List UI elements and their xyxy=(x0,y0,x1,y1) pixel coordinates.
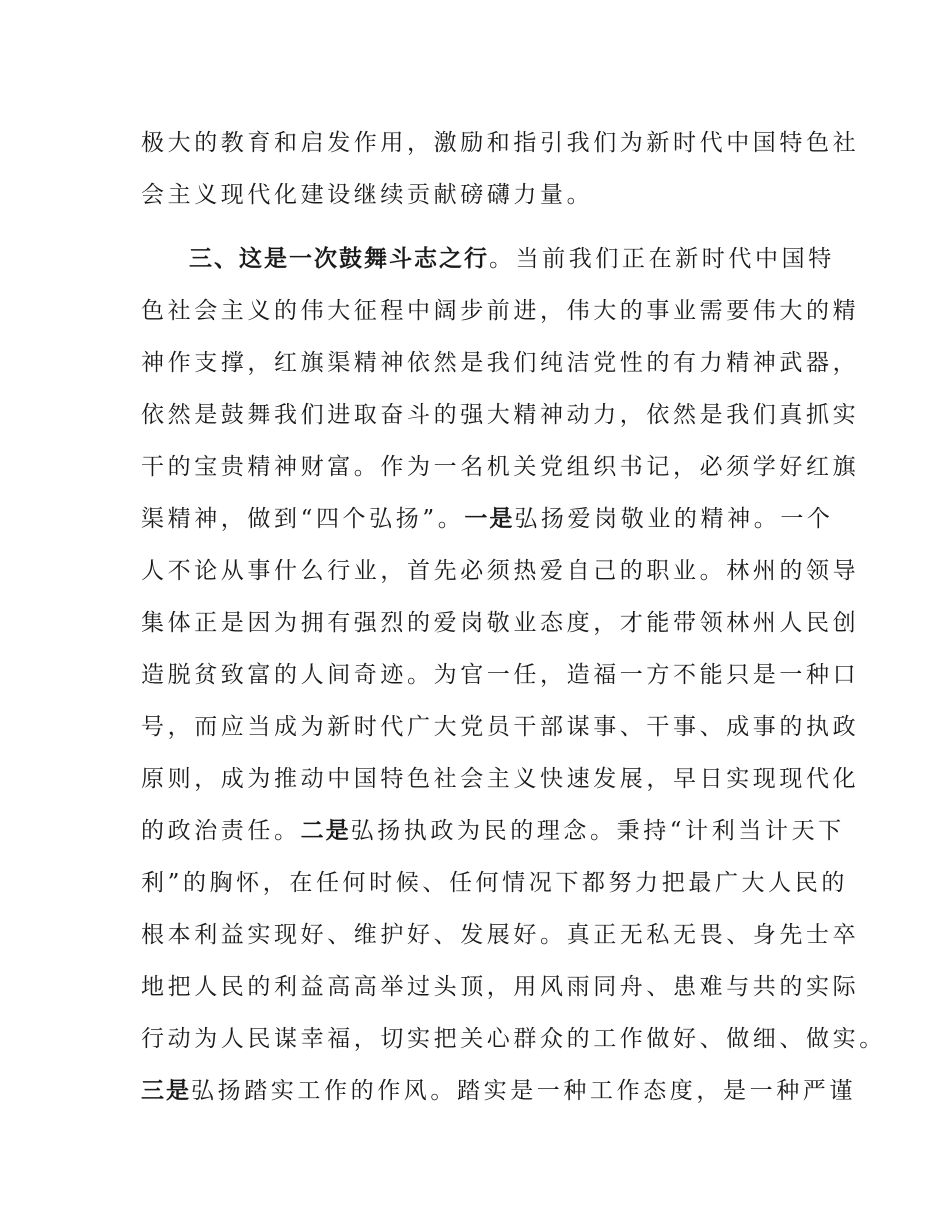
paragraph-2 xyxy=(141,233,886,1117)
text-line: 造脱贫致富的人间奇迹。为官一任，造福一方不能只是一种口 xyxy=(141,662,860,688)
point-label-1: 一是 xyxy=(464,506,515,532)
text-run: 弘扬执政为民的理念。秉持“计利当计天下 xyxy=(350,818,845,844)
text-line: 会主义现代化建设继续贡献磅礴力量。 xyxy=(141,182,594,208)
point-label-3: 三是 xyxy=(141,1078,191,1104)
text-line xyxy=(141,805,845,857)
text-line: 利”的胸怀，在任何时候、任何情况下都努力把最广大人民的 xyxy=(141,870,848,896)
text-line: 行动为人民谋幸福，切实把关心群众的工作做好、做细、做实。 xyxy=(141,1026,886,1052)
section-heading: 三、这是一次鼓舞斗志之行 xyxy=(189,246,489,272)
text-line: 集体正是因为拥有强烈的爱岗敬业态度，才能带领林州人民创 xyxy=(141,610,860,636)
text-line: 原则，成为推动中国特色社会主义快速发展，早日实现现代化 xyxy=(141,766,860,792)
text-line: 干的宝贵精神财富。作为一名机关党组织书记，必须学好红旗 xyxy=(141,454,860,480)
text-line: 号，而应当成为新时代广大党员干部谋事、干事、成事的执政 xyxy=(141,714,860,740)
text-line: 极大的教育和启发作用，激励和指引我们为新时代中国特色社 xyxy=(141,130,860,156)
text-line xyxy=(141,1065,856,1117)
text-line: 神作支撑，红旗渠精神依然是我们纯洁党性的有力精神武器， xyxy=(141,350,860,376)
text-run: 渠精神，做到“四个弘扬”。 xyxy=(141,506,465,532)
text-line: 地把人民的利益高高举过头顶，用风雨同舟、患难与共的实际 xyxy=(141,974,860,1000)
text-line: 色社会主义的伟大征程中阔步前进，伟大的事业需要伟大的精 xyxy=(141,298,860,324)
point-label-2: 二是 xyxy=(300,818,351,844)
text-line xyxy=(141,493,841,545)
text-line: 根本利益实现好、维护好、发展好。真正无私无畏、身先士卒 xyxy=(141,922,860,948)
text-line: 人不论从事什么行业，首先必须热爱自己的职业。林州的领导 xyxy=(141,558,860,584)
text-line xyxy=(141,233,841,285)
text-run: 弘扬踏实工作的作风。踏实是一种工作态度，是一种严谨 xyxy=(191,1078,856,1104)
text-run: 弘扬爱岗敬业的精神。一个 xyxy=(514,506,834,532)
text-run: 。当前我们正在新时代中国特 xyxy=(489,246,835,272)
paragraph-1 xyxy=(141,117,860,221)
text-line: 依然是鼓舞我们进取奋斗的强大精神动力，依然是我们真抓实 xyxy=(141,402,860,428)
text-run: 的政治责任。 xyxy=(141,818,301,844)
